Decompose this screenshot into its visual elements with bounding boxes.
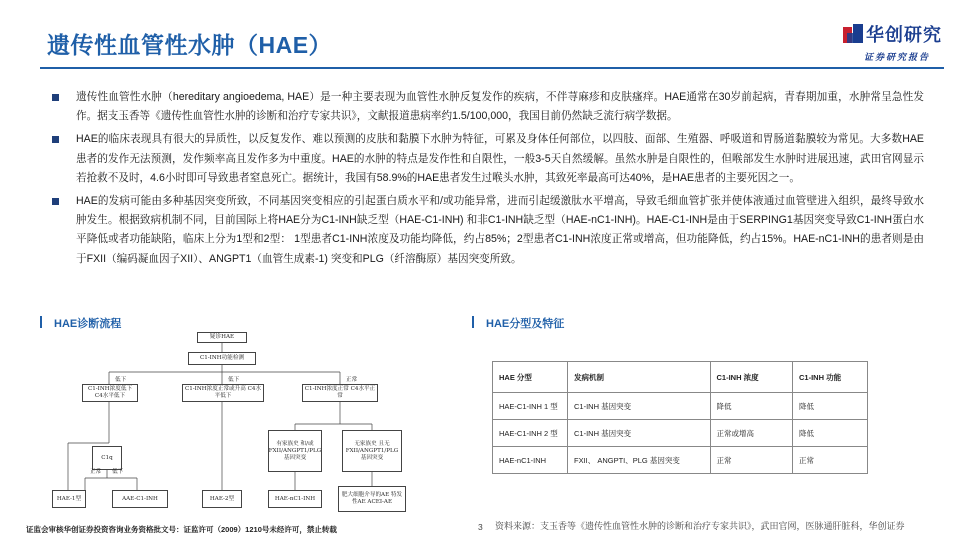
diagnosis-flowchart [40,328,420,516]
flow-node-family-yes: 有家族史 和/或 FXII/ANGPT1/PLG 基因突变 [268,430,322,472]
flow-node-b: C1-INH浓度正常或升高 C4水平低下 [182,384,264,402]
logo-mark-icon [842,23,864,45]
flow-node-c1q: C1q [92,446,122,470]
brand-logo [842,21,946,65]
bullet-square-icon [52,198,59,205]
branch-label: 正常 [90,469,102,475]
bullet-item [48,88,924,126]
bullet-text: HAE的临床表现具有很大的异质性，以反复发作、难以预测的皮肤和黏膜下水肿为特征，可累及身体任何部位，以四肢、面部、生殖器、呼吸道和胃肠道黏膜较为常见。大多数HAE患者的发作无法预测，发作频率高且发作多为中重度。HAE的水肿的特点是发作性和自限性，一般3-5天自然缓解。虽然水肿是自限性的，但喉部发生水肿时进展迅速，武田官网显示若抢救不及时，4.6小时即可导致患者窒息死亡。据统计，我国有58.9%的HAE患者发生过喉头水肿，其致死率最高可达40%，是HAE患者的主要死因之一。 [76,133,924,184]
table-header-cell: C1-INH 功能 [793,362,868,393]
flow-result-other: 肥大细胞介导的AE 特发性AE ACEI-AE [338,486,406,512]
branch-label: 低下 [112,469,124,475]
table-cell: HAE-nC1-INH [493,447,568,474]
page-title: 遗传性血管性水肿（HAE） [47,32,333,58]
bullet-text: 遗传性血管性水肿（hereditary angioedema, HAE）是一种主要表现为血管性水肿反复发作的疾病，不伴荨麻疹和皮肤瘙痒。HAE通常在30岁前起病，青春期加重，水肿常呈急性发作。据支玉香等《遗传性血管性水肿的诊断和治疗专家共识》，文献报道患病率约1.5/100,000，我国目前仍然缺乏流行病学数据。 [76,91,924,123]
table-cell: 降低 [793,420,868,447]
page-number: 3 [478,522,483,532]
header-divider [40,67,944,69]
flow-result-aae: AAE-C1-INH [112,490,168,508]
table-header-cell: 发病机制 [568,362,711,393]
table-cell: 正常或增高 [710,420,793,447]
table-row [493,420,868,447]
section-title-types [472,315,564,331]
logo-subtitle: 证券研究报告 [864,52,931,62]
section-bar-icon [472,316,474,328]
flow-node-c: C1-INH浓度正常 C4水平正常 [302,384,378,402]
table-row [493,393,868,420]
table-cell: 正常 [710,447,793,474]
bullet-item [48,130,924,188]
flow-node-family-no: 无家族史 且无 FXII/ANGPT1/PLG 基因突变 [342,430,402,472]
branch-label: 正常 [346,377,358,383]
flow-result-hae2: HAE-2型 [202,490,242,508]
table-cell: 降低 [710,393,793,420]
table-row [493,447,868,474]
table-header-cell: C1-INH 浓度 [710,362,793,393]
footer-source: 资料来源：支玉香等《遗传性血管性水肿的诊断和治疗专家共识》，武田官网，医脉通肝脏科，华创证券 [495,521,905,531]
table-header-row [493,362,868,393]
section-bar-icon [40,316,42,328]
bullet-item [48,192,924,269]
hae-type-table [492,361,868,474]
logo-name: 华创研究 [866,25,942,45]
section-title-text: HAE诊断流程 [54,318,122,330]
section-title-text: HAE分型及特征 [486,318,565,330]
bullet-list [48,88,924,273]
table-cell: FXII、 ANGPTI、PLG 基因突变 [568,447,711,474]
bullet-text: HAE的发病可能由多种基因突变所致，不同基因突变相应的引起蛋白质水平和/或功能异常，进而引起缓激肽水平增高，导致毛细血管扩张并使体液通过血管壁进入组织，最终导致水肿发生。根据致病机制不同，目前国际上将HAE分为C1-INH缺乏型（HAE-C1-INH) 和非C1-INH缺乏型（HAE-nC1-INH)。HAE-C1-INH是由于SERPING1基因突变导致C1-INH蛋白水平降低或者功能缺陷，临床上分为1型和2型： 1型患者C1-INH浓度及功能均降低，约占85%；2型患者C1-INH浓度正常或增高，但功能降低，约占15%。HAE-nC1-INH的患者则是由于FXII（编码凝血因子XII）、ANGPT1（血管生成素-1) 突变和PLG（纤溶酶原）基因突变所致。 [76,195,924,265]
flow-result-haen: HAE-nC1-INH [268,490,322,508]
flow-result-hae1: HAE-1型 [52,490,86,508]
footer-disclaimer: 证监会审核华创证券投资咨询业务资格批文号：证监许可（2009）1210号未经许可，禁止转载 [26,525,337,534]
table-cell: C1-INH 基因突变 [568,420,711,447]
flow-node-start: 疑诊HAE [197,332,247,343]
branch-label: 低下 [228,377,240,383]
bullet-square-icon [52,94,59,101]
table-cell: HAE-C1-INH 2 型 [493,420,568,447]
flow-node-a: C1-INH浓度低下 C4水平低下 [82,384,138,402]
branch-label: 低下 [115,377,127,383]
flow-node-test: C1-INH功能检测 [188,352,256,365]
table-cell: HAE-C1-INH 1 型 [493,393,568,420]
table-cell: 正常 [793,447,868,474]
table-cell: 降低 [793,393,868,420]
bullet-square-icon [52,136,59,143]
table-cell: C1-INH 基因突变 [568,393,711,420]
table-header-cell: HAE 分型 [493,362,568,393]
